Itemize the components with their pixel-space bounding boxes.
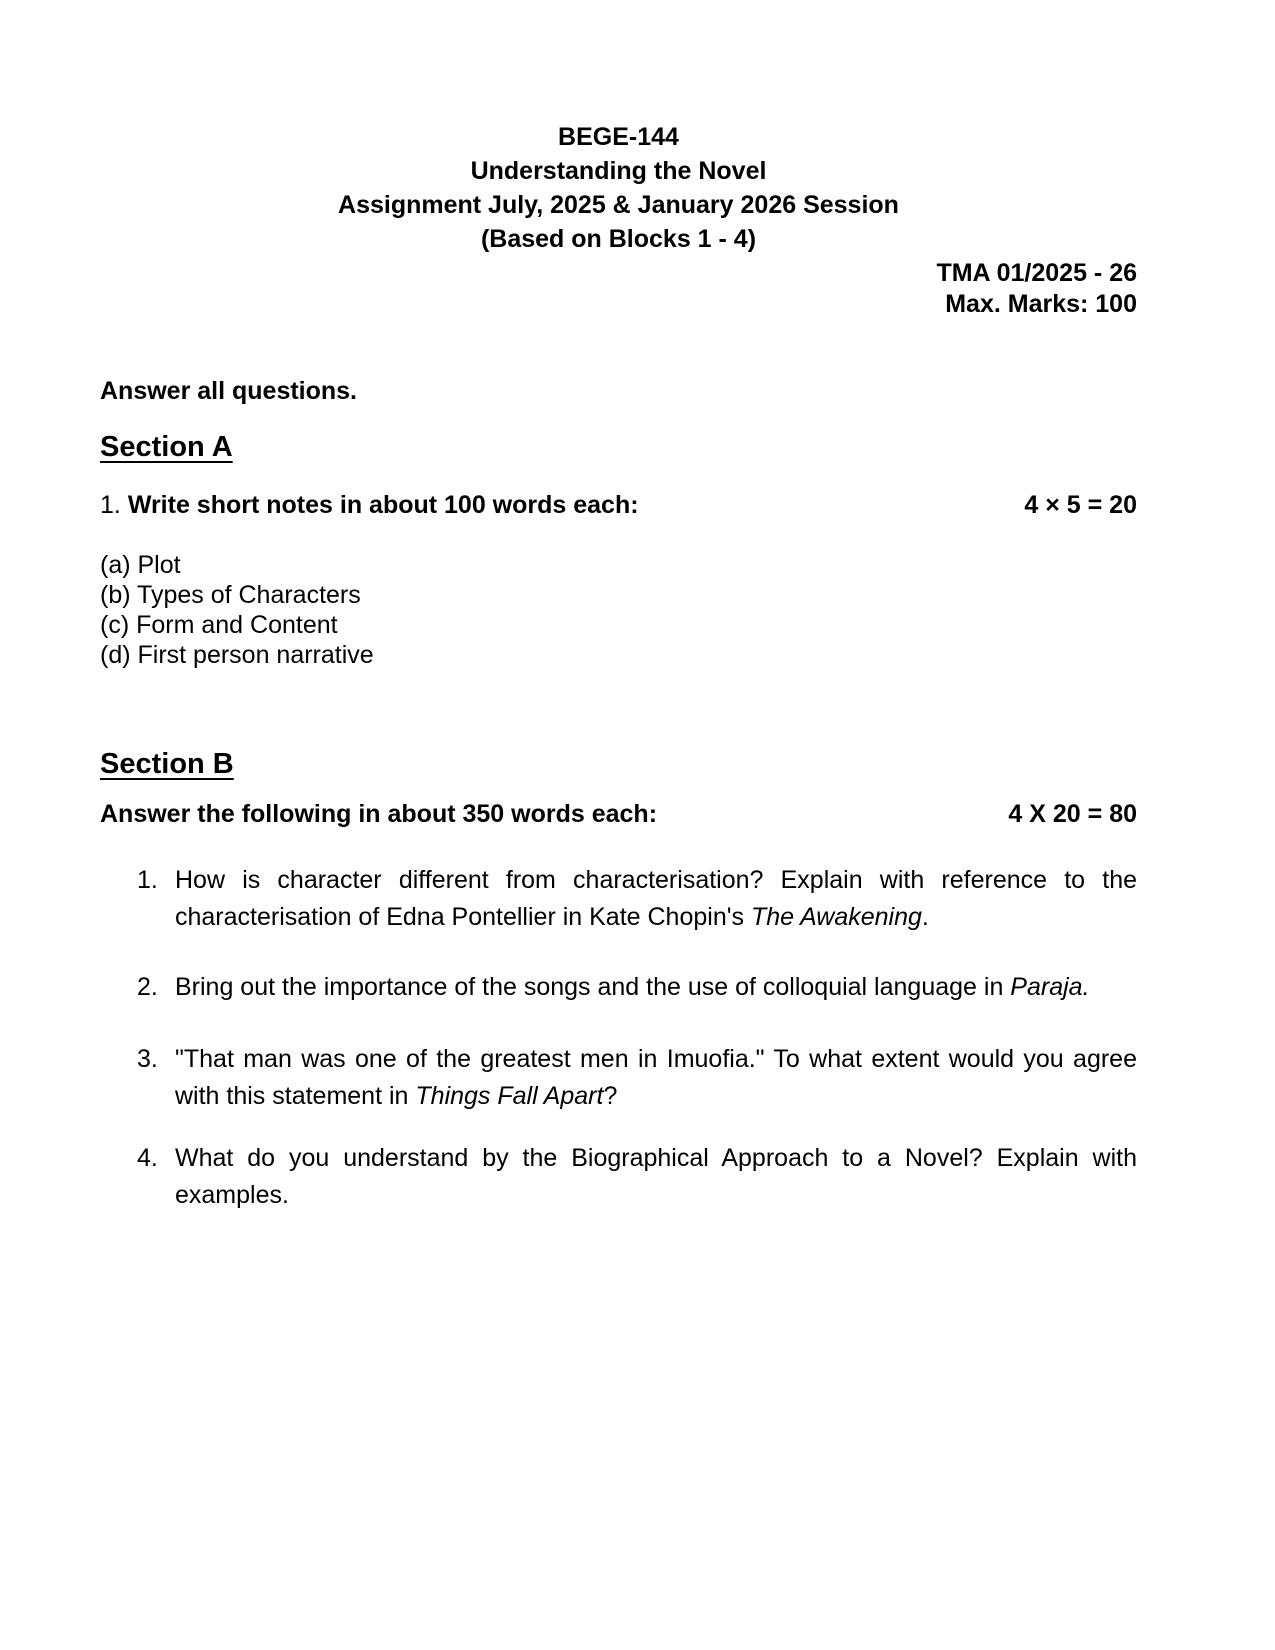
question-number: 1. bbox=[137, 866, 158, 894]
list-item: (c) Form and Content bbox=[100, 611, 338, 639]
blocks-note: (Based on Blocks 1 - 4) bbox=[480, 225, 757, 253]
max-marks: Max. Marks: 100 bbox=[945, 290, 1137, 318]
section-b-title: Section B bbox=[100, 748, 234, 780]
question-item bbox=[137, 1140, 1137, 1214]
section-a-question bbox=[100, 490, 639, 521]
course-title: Understanding the Novel bbox=[470, 157, 767, 185]
section-a-question-line bbox=[100, 490, 1137, 521]
question-text: How is character different from characterisation? Explain with reference to the characterisation of Edna Pontellier in Kate Chopin's The Awakening. bbox=[175, 866, 1137, 931]
question-number: 2. bbox=[137, 973, 158, 1001]
question-item bbox=[137, 969, 1137, 1006]
question-item bbox=[137, 1041, 1137, 1115]
list-item: (a) Plot bbox=[100, 551, 181, 579]
assignment-session: Assignment July, 2025 & January 2026 Session bbox=[338, 191, 899, 219]
question-text: What do you understand by the Biographical Approach to a Novel? Explain with examples. bbox=[175, 1144, 1137, 1209]
course-code: BEGE-144 bbox=[558, 123, 679, 151]
tma-code: TMA 01/2025 - 26 bbox=[936, 259, 1137, 287]
section-b-marks: 4 X 20 = 80 bbox=[1008, 800, 1137, 828]
document-header bbox=[100, 120, 1137, 256]
general-instruction: Answer all questions. bbox=[100, 377, 358, 405]
question-text: Bring out the importance of the songs and the use of colloquial language in Paraja. bbox=[175, 973, 1090, 1001]
question-number: 4. bbox=[137, 1144, 158, 1172]
question-number: 1. bbox=[100, 491, 121, 519]
short-note-topics-list bbox=[100, 550, 1137, 670]
section-b-instruction: Answer the following in about 350 words each: bbox=[100, 800, 658, 828]
question-text: "That man was one of the greatest men in Imuofia." To what extent would you agree with this statement in Things Fall Apart? bbox=[175, 1045, 1137, 1110]
section-a-title: Section A bbox=[100, 431, 233, 463]
section-a-marks: 4 × 5 = 20 bbox=[1024, 491, 1137, 519]
list-item: (d) First person narrative bbox=[100, 641, 374, 669]
question-text: Write short notes in about 100 words each: bbox=[127, 491, 639, 519]
section-b-instruction-line bbox=[100, 799, 1137, 830]
question-number: 3. bbox=[137, 1045, 158, 1073]
question-item bbox=[137, 862, 1137, 936]
meta-block bbox=[100, 258, 1137, 320]
list-item: (b) Types of Characters bbox=[100, 581, 361, 609]
